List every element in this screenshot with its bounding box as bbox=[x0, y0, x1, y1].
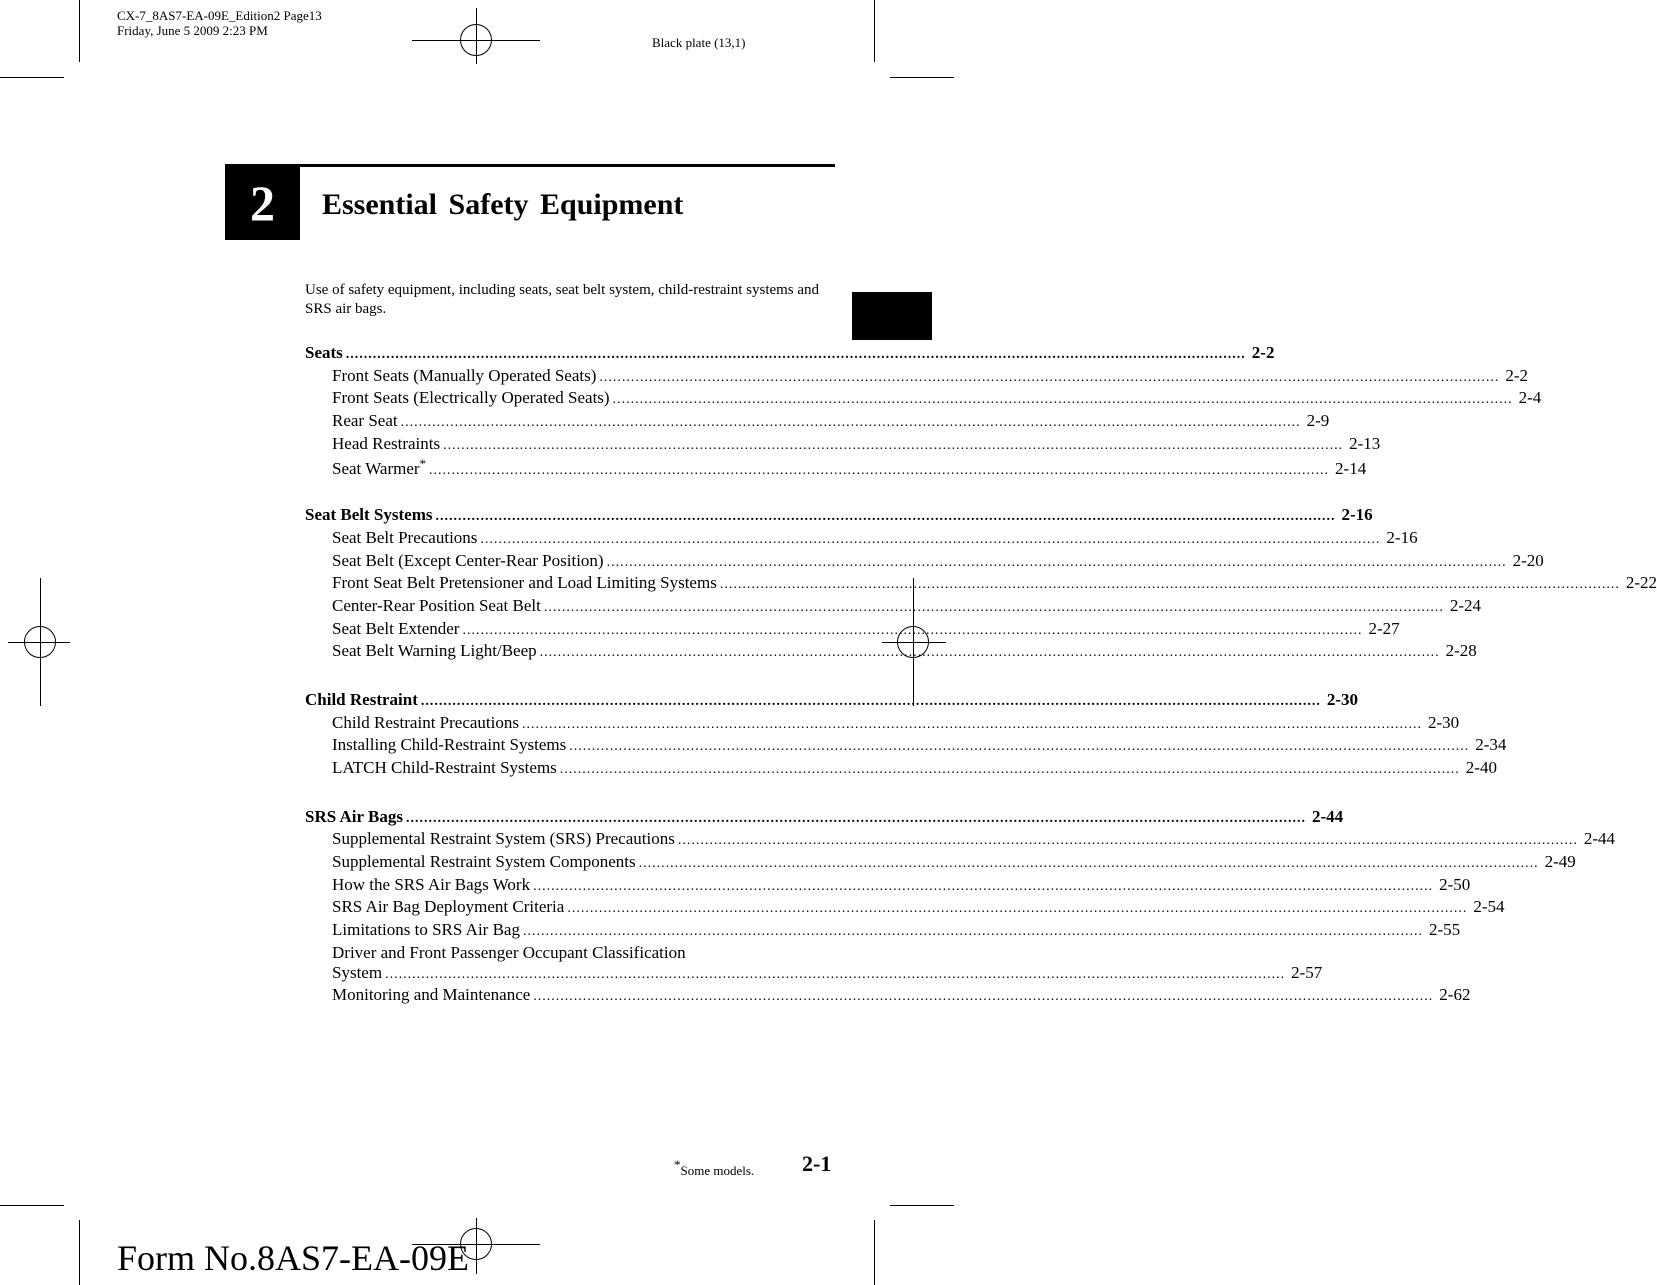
toc-title: Front Seats (Electrically Operated Seats) bbox=[332, 388, 610, 408]
toc-item[interactable] bbox=[305, 433, 1381, 457]
toc-title-line1: Driver and Front Passenger Occupant Classification bbox=[332, 942, 686, 962]
dot-leader: ........................................................................................................................................................................................................ bbox=[606, 554, 1507, 570]
toc-title: Seat Belt (Except Center-Rear Position) bbox=[332, 550, 604, 570]
dot-leader: ........................................................................................................................................................................................................ bbox=[533, 878, 1434, 894]
toc-page: 2-27 bbox=[1368, 618, 1400, 638]
toc-page: 2-16 bbox=[1386, 527, 1418, 547]
toc-page: 2-55 bbox=[1428, 920, 1461, 940]
print-header bbox=[117, 8, 322, 38]
toc-item[interactable] bbox=[305, 735, 1507, 758]
toc-title: Center-Rear Position Seat Belt bbox=[332, 595, 541, 615]
footnote-text: Some models. bbox=[680, 1163, 755, 1178]
toc-title: Seat Belt Extender bbox=[332, 618, 460, 638]
toc-page: 2-13 bbox=[1349, 433, 1381, 453]
toc-page: 2-30 bbox=[1427, 712, 1460, 732]
toc-item[interactable] bbox=[305, 388, 1542, 411]
dot-leader: ........................................................................................................................................................................................................ bbox=[521, 716, 1422, 732]
toc-title: Limitations to SRS Air Bag bbox=[332, 920, 520, 940]
toc-page: 2-22 bbox=[1625, 573, 1657, 593]
page-number: 2-1 bbox=[802, 1151, 832, 1176]
chapter-title: Essential Safety Equipment bbox=[322, 188, 684, 221]
toc-heading[interactable] bbox=[305, 806, 1344, 830]
toc-page: 2-24 bbox=[1449, 595, 1481, 615]
toc-page: 2-50 bbox=[1439, 874, 1471, 894]
toc-heading[interactable] bbox=[305, 343, 1275, 366]
toc-title: Head Restraints bbox=[332, 433, 441, 453]
dot-leader: ........................................................................................................................................................................................................ bbox=[345, 347, 1246, 362]
dot-leader: ........................................................................................................................................................................................................ bbox=[719, 577, 1620, 593]
toc-title: System bbox=[332, 962, 383, 982]
chapter-tab-marker bbox=[852, 292, 932, 340]
dot-leader: ........................................................................................................................................................................................................ bbox=[612, 392, 1513, 408]
toc-title: Front Seats (Manually Operated Seats) bbox=[332, 365, 597, 385]
toc-title: How the SRS Air Bags Work bbox=[332, 874, 531, 894]
dot-leader: ........................................................................................................................................................................................................ bbox=[638, 856, 1539, 872]
dot-leader: ........................................................................................................................................................................................................ bbox=[522, 924, 1423, 940]
toc-item[interactable] bbox=[305, 365, 1529, 389]
toc-title bbox=[332, 456, 426, 479]
toc-item[interactable] bbox=[305, 456, 1367, 479]
toc-title: Seat Belt Systems bbox=[305, 505, 433, 525]
toc-item[interactable] bbox=[305, 852, 1576, 875]
toc-title: Rear Seat bbox=[332, 411, 398, 431]
toc-title: Monitoring and Maintenance bbox=[332, 984, 531, 1004]
toc-item-continued bbox=[332, 962, 1323, 985]
toc-page: 2-30 bbox=[1326, 689, 1359, 709]
toc-title: SRS Air Bags bbox=[305, 806, 403, 826]
asterisk-mark: * bbox=[419, 456, 427, 472]
toc-title: Installing Child-Restraint Systems bbox=[332, 735, 567, 755]
plate-label: Black plate (13,1) bbox=[652, 35, 746, 50]
toc-title: Seat Belt Warning Light/Beep bbox=[332, 641, 537, 661]
dot-leader: ........................................................................................................................................................................................................ bbox=[599, 369, 1500, 385]
toc-page: 2-44 bbox=[1311, 806, 1344, 826]
toc-section-seat-belt-systems bbox=[305, 505, 1657, 664]
toc-item[interactable] bbox=[305, 758, 1497, 781]
date-line: Friday, June 5 2009 2:23 PM bbox=[117, 23, 268, 38]
toc-item[interactable] bbox=[305, 527, 1418, 551]
dot-leader: ........................................................................................................................................................................................................ bbox=[677, 833, 1578, 849]
dot-leader: ........................................................................................................................................................................................................ bbox=[543, 599, 1444, 615]
file-line: CX-7_8AS7-EA-09E_Edition2 Page13 bbox=[117, 8, 322, 23]
toc-item[interactable] bbox=[305, 897, 1505, 920]
toc-title: Child Restraint bbox=[305, 689, 418, 709]
toc-page: 2-54 bbox=[1473, 897, 1505, 917]
toc-title: Child Restraint Precautions bbox=[332, 712, 519, 732]
toc-item[interactable] bbox=[305, 712, 1460, 736]
dot-leader: ........................................................................................................................................................................................................ bbox=[559, 762, 1460, 777]
table-of-contents bbox=[305, 343, 1657, 1034]
dot-leader: ........................................................................................................................................................................................................ bbox=[567, 901, 1468, 917]
dot-leader: ........................................................................................................................................................................................................ bbox=[435, 509, 1336, 525]
toc-page: 2-49 bbox=[1544, 852, 1576, 872]
toc-item[interactable] bbox=[305, 874, 1471, 898]
toc-item[interactable] bbox=[305, 595, 1481, 619]
toc-page: 2-2 bbox=[1251, 343, 1275, 362]
toc-section-srs-air-bags bbox=[305, 806, 1615, 1008]
toc-page: 2-2 bbox=[1505, 365, 1529, 385]
dot-leader: ........................................................................................................................................................................................................ bbox=[480, 531, 1381, 547]
toc-title-text: Seat Warmer bbox=[332, 459, 420, 479]
toc-item[interactable] bbox=[305, 641, 1477, 664]
form-number: Form No.8AS7-EA-09E bbox=[117, 1238, 469, 1278]
dot-leader: ........................................................................................................................................................................................................ bbox=[533, 988, 1434, 1004]
dot-leader: ........................................................................................................................................................................................................ bbox=[429, 463, 1330, 479]
toc-page: 2-16 bbox=[1341, 505, 1373, 525]
toc-page: 2-57 bbox=[1291, 962, 1323, 982]
chapter-number: 2 bbox=[225, 167, 300, 240]
toc-title: Supplemental Restraint System Components bbox=[332, 852, 636, 872]
toc-title: Supplemental Restraint System (SRS) Precautions bbox=[332, 829, 675, 849]
toc-page: 2-28 bbox=[1445, 641, 1477, 661]
dot-leader: ........................................................................................................................................................................................................ bbox=[443, 437, 1344, 453]
toc-page: 2-20 bbox=[1512, 550, 1544, 570]
toc-title: Seats bbox=[305, 343, 343, 362]
toc-page: 2-34 bbox=[1475, 735, 1507, 755]
dot-leader: ........................................................................................................................................................................................................ bbox=[569, 739, 1470, 755]
toc-item[interactable] bbox=[305, 411, 1330, 434]
toc-page: 2-14 bbox=[1335, 459, 1367, 479]
dot-leader: ........................................................................................................................................................................................................ bbox=[400, 415, 1301, 431]
dot-leader: ........................................................................................................................................................................................................ bbox=[462, 622, 1363, 638]
footnote bbox=[674, 1157, 754, 1179]
toc-page: 2-44 bbox=[1583, 829, 1615, 849]
dot-leader: ........................................................................................................................................................................................................ bbox=[385, 966, 1286, 982]
toc-item[interactable] bbox=[305, 550, 1544, 574]
toc-page: 2-62 bbox=[1439, 984, 1471, 1004]
toc-item[interactable] bbox=[305, 573, 1657, 596]
chapter-intro: Use of safety equipment, including seats, seat belt system, child-restraint systems and SRS air bags. bbox=[305, 282, 820, 317]
toc-title: Seat Belt Precautions bbox=[332, 527, 478, 547]
toc-page: 2-4 bbox=[1518, 388, 1542, 408]
toc-section-seats bbox=[305, 343, 1542, 479]
toc-title: LATCH Child-Restraint Systems bbox=[332, 758, 557, 777]
toc-heading[interactable] bbox=[305, 689, 1359, 713]
toc-page: 2-9 bbox=[1306, 411, 1330, 431]
toc-section-child-restraint bbox=[305, 689, 1507, 781]
toc-page: 2-40 bbox=[1465, 758, 1497, 777]
toc-item[interactable] bbox=[305, 829, 1615, 852]
toc-heading[interactable] bbox=[305, 505, 1373, 528]
chapter-rule bbox=[225, 164, 835, 167]
toc-item[interactable] bbox=[305, 618, 1400, 642]
toc-title: Front Seat Belt Pretensioner and Load Limiting Systems bbox=[332, 573, 717, 593]
asterisk-mark: * bbox=[674, 1157, 681, 1172]
dot-leader: ........................................................................................................................................................................................................ bbox=[420, 693, 1321, 709]
dot-leader: ........................................................................................................................................................................................................ bbox=[405, 810, 1306, 826]
toc-title: SRS Air Bag Deployment Criteria bbox=[332, 897, 565, 917]
dot-leader: ........................................................................................................................................................................................................ bbox=[539, 645, 1440, 661]
toc-item[interactable] bbox=[305, 920, 1461, 943]
toc-item-two-line[interactable] bbox=[305, 942, 1323, 985]
toc-item[interactable] bbox=[305, 984, 1471, 1008]
